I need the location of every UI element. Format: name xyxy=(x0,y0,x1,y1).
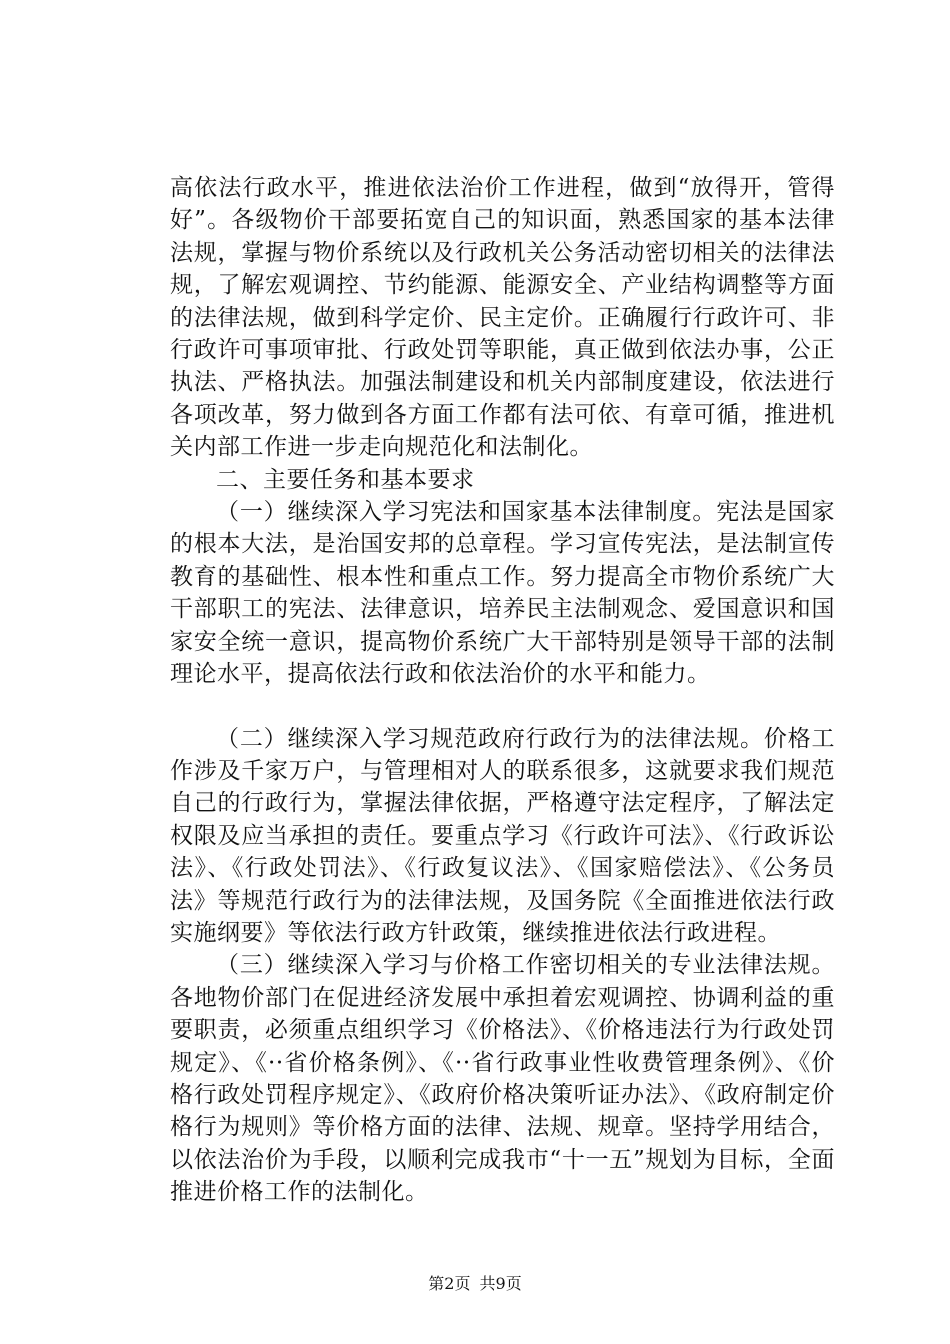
page-footer xyxy=(0,1274,950,1294)
section-heading: 二、主要任务和基本要求 xyxy=(216,466,475,493)
paragraph-item-3: （三）继续深入学习与价格工作密切相关的专业法律法规。各地物价部门在促进经济发展中承担着宏观调控、协调利益的重要职责，必须重点组织学习《价格法》、《价格违法行为行政处罚规定》、《··省价格条例》、《··省行政事业性收费管理条例》、《价格行政处罚程序规定》、《政府价格决策听证办法》、《政府制定价格行为规则》等价格方面的法律、法规、规章。坚持学用结合，以依法治价为手段，以顺利完成我市“十一五”规划为目标，全面推进价格工作的法制化。 xyxy=(170,952,835,1206)
paragraph-item-2: （二）继续深入学习规范政府行政行为的法律法规。价格工作涉及千家万户，与管理相对人的联系很多，这就要求我们规范自己的行政行为，掌握法律依据，严格遵守法定程序，了解法定权限及应当承担的责任。要重点学习《行政许可法》、《行政诉讼法》、《行政处罚法》、《行政复议法》、《国家赔偿法》、《公务员法》等规范行政行为的法律法规，及国务院《全面推进依法行政实施纲要》等依法行政方针政策，继续推进依法行政进程。 xyxy=(170,725,835,946)
paragraph-continuation: 高依法行政水平，推进依法治价工作进程，做到“放得开，管得好”。各级物价干部要拓宽自己的知识面，熟悉国家的基本法律法规，掌握与物价系统以及行政机关公务活动密切相关的法律法规，了解宏观调控、节约能源、能源安全、产业结构调整等方面的法律法规，做到科学定价、民主定价。正确履行行政许可、非行政许可事项审批、行政处罚等职能，真正做到依法办事，公正执法、严格执法。加强法制建设和机关内部制度建设，依法进行各项改革，努力做到各方面工作都有法可依、有章可循，推进机关内部工作进一步走向规范化和法制化。 xyxy=(170,175,835,461)
page-number: 第2页 xyxy=(428,1274,471,1293)
paragraph-item-1: （一）继续深入学习宪法和国家基本法律制度。宪法是国家的根本大法，是治国安邦的总章程。学习宣传宪法，是法制宣传教育的基础性、根本性和重点工作。努力提高全市物价系统广大干部职工的宪法、法律意识，培养民主法制观念、爱国意识和国家安全统一意识，提高物价系统广大干部特别是领导干部的法制理论水平，提高依法行政和依法治价的水平和能力。 xyxy=(170,499,835,688)
page-total: 共9页 xyxy=(479,1274,522,1293)
document-body xyxy=(170,172,835,1209)
